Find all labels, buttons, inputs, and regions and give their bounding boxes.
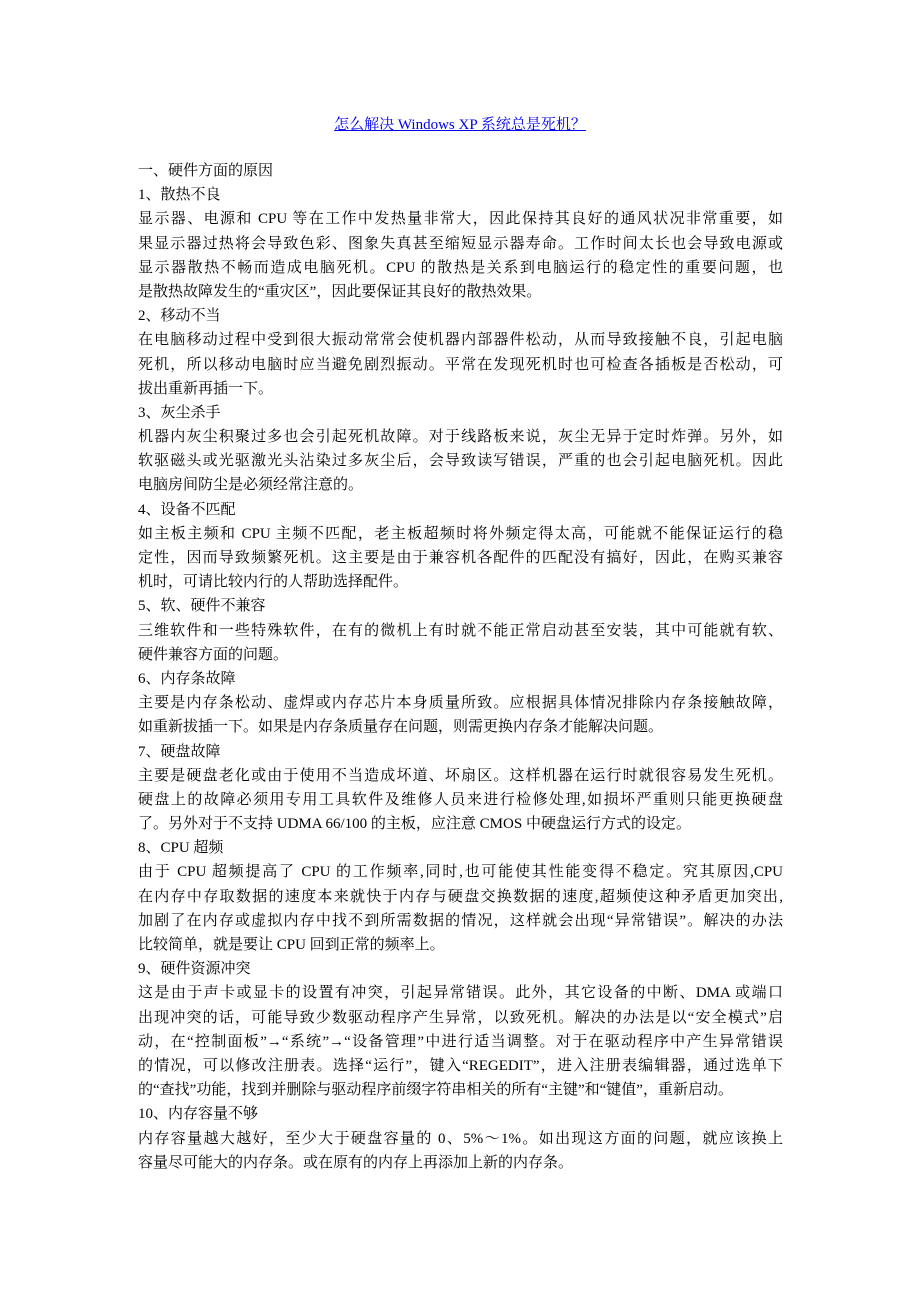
paragraph-line: 加剧了在内存或虚拟内存中找不到所需数据的情况，这样就会出现“异常错误”。解决的办法 <box>138 912 783 929</box>
item-heading: 3、灰尘杀手 <box>138 404 221 421</box>
paragraph-line: 比较简单，就是要让 CPU 回到正常的频率上。 <box>138 937 445 953</box>
paragraph-line: 主要是内存条松动、虚焊或内存芯片本身质量所致。应根据具体情况排除内存条接触故障， <box>138 695 783 712</box>
paragraph-line: 三维软件和一些特殊软件，在有的微机上有时就不能正常启动甚至安装，其中可能就有软、 <box>138 622 783 639</box>
paragraph-line: 如重新拔插一下。如果是内存条质量存在问题，则需更换内存条才能解决问题。 <box>138 719 664 736</box>
paragraph-line: 硬盘上的故障必须用专用工具软件及维修人员来进行检修处理,如损坏严重则只能更换硬盘 <box>138 791 783 808</box>
item-heading: 7、硬盘故障 <box>138 743 221 760</box>
paragraph-line: 这是由于声卡或显卡的设置有冲突，引起异常错误。此外，其它设备的中断、DMA 或端口 <box>138 985 783 1002</box>
paragraph-line: 显示器散热不畅而造成电脑死机。CPU 的散热是关系到电脑运行的稳定性的重要问题，也 <box>138 259 783 276</box>
title-link[interactable]: 怎么解决 Windows XP 系统总是死机？ <box>334 117 586 133</box>
paragraph-line: 机时，可请比较内行的人帮助选择配件。 <box>138 574 409 591</box>
section-heading: 一、硬件方面的原因 <box>138 163 274 179</box>
document-body <box>138 159 783 1175</box>
paragraph-line: 的“查找”功能，找到并删除与驱动程序前缀字符串相关的所有“主键”和“键值”，重新启动。 <box>138 1082 733 1099</box>
paragraph-line: 果显示器过热将会导致色彩、图象失真甚至缩短显示器寿命。工作时间太长也会导致电源或 <box>138 235 783 252</box>
paragraph-line: 由于 CPU 超频提高了 CPU 的工作频率,同时,也可能使其性能变得不稳定。究其原因,CPU <box>138 864 783 881</box>
paragraph-line: 了。另外对于不支持 UDMA 66/100 的主板，应注意 CMOS 中硬盘运行方式的设定。 <box>138 816 691 833</box>
paragraph-line: 在电脑移动过程中受到很大振动常常会使机器内部器件松动，从而导致接触不良，引起电脑 <box>138 332 783 349</box>
item-heading: 9、硬件资源冲突 <box>138 961 251 978</box>
paragraph-line: 容量尽可能大的内存条。或在原有的内存上再添加上新的内存条。 <box>138 1154 574 1171</box>
item-heading: 1、散热不良 <box>138 187 221 204</box>
item-heading: 10、内存容量不够 <box>138 1106 259 1123</box>
paragraph-line: 死机，所以移动电脑时应当避免剧烈振动。平常在发现死机时也可检查各插板是否松动，可 <box>138 356 783 373</box>
paragraph-line: 硬件兼容方面的问题。 <box>138 646 289 663</box>
item-heading: 8、CPU 超频 <box>138 840 224 857</box>
paragraph-line: 机器内灰尘积聚过多也会引起死机故障。对于线路板来说，灰尘无异于定时炸弹。另外，如 <box>138 429 783 446</box>
document-title <box>0 113 920 137</box>
paragraph-line: 电脑房间防尘是必须经常注意的。 <box>138 477 364 494</box>
item-heading: 6、内存条故障 <box>138 670 236 687</box>
item-heading: 4、设备不匹配 <box>138 501 236 518</box>
paragraph-line: 软驱磁头或光驱激光头沾染过多灰尘后，会导致读写错误，严重的也会引起电脑死机。因此 <box>138 453 783 470</box>
paragraph-line: 动，在“控制面板”→“系统”→“设备管理”中进行适当调整。对于在驱动程序中产生异常错误 <box>138 1033 783 1050</box>
paragraph-line: 拔出重新再插一下。 <box>138 380 274 397</box>
paragraph-line: 在内存中存取数据的速度本来就快于内存与硬盘交换数据的速度,超频使这种矛盾更加突出, <box>138 888 783 905</box>
paragraph-line: 出现冲突的话，可能导致少数驱动程序产生异常，以致死机。解决的办法是以“安全模式”启 <box>138 1009 783 1026</box>
paragraph-line: 显示器、电源和 CPU 等在工作中发热量非常大，因此保持其良好的通风状况非常重要，如 <box>138 211 783 228</box>
item-heading: 2、移动不当 <box>138 308 221 325</box>
paragraph-line: 定性，因而导致频繁死机。这主要是由于兼容机各配件的匹配没有搞好，因此，在购买兼容 <box>138 550 783 566</box>
paragraph-line: 如主板主频和 CPU 主频不匹配，老主板超频时将外频定得太高，可能就不能保证运行的稳 <box>138 525 783 542</box>
paragraph-line: 主要是硬盘老化或由于使用不当造成坏道、坏扇区。这样机器在运行时就很容易发生死机。 <box>138 767 783 784</box>
paragraph-line: 的情况，可以修改注册表。选择“运行”，键入“REGEDIT”，进入注册表编辑器，通过选单下 <box>138 1057 783 1074</box>
item-heading: 5、软、硬件不兼容 <box>138 598 266 615</box>
paragraph-line: 内存容量越大越好，至少大于硬盘容量的 0、5%～1%。如出现这方面的问题，就应该换上 <box>138 1130 783 1147</box>
paragraph-line: 是散热故障发生的“重灾区”，因此要保证其良好的散热效果。 <box>138 283 542 300</box>
